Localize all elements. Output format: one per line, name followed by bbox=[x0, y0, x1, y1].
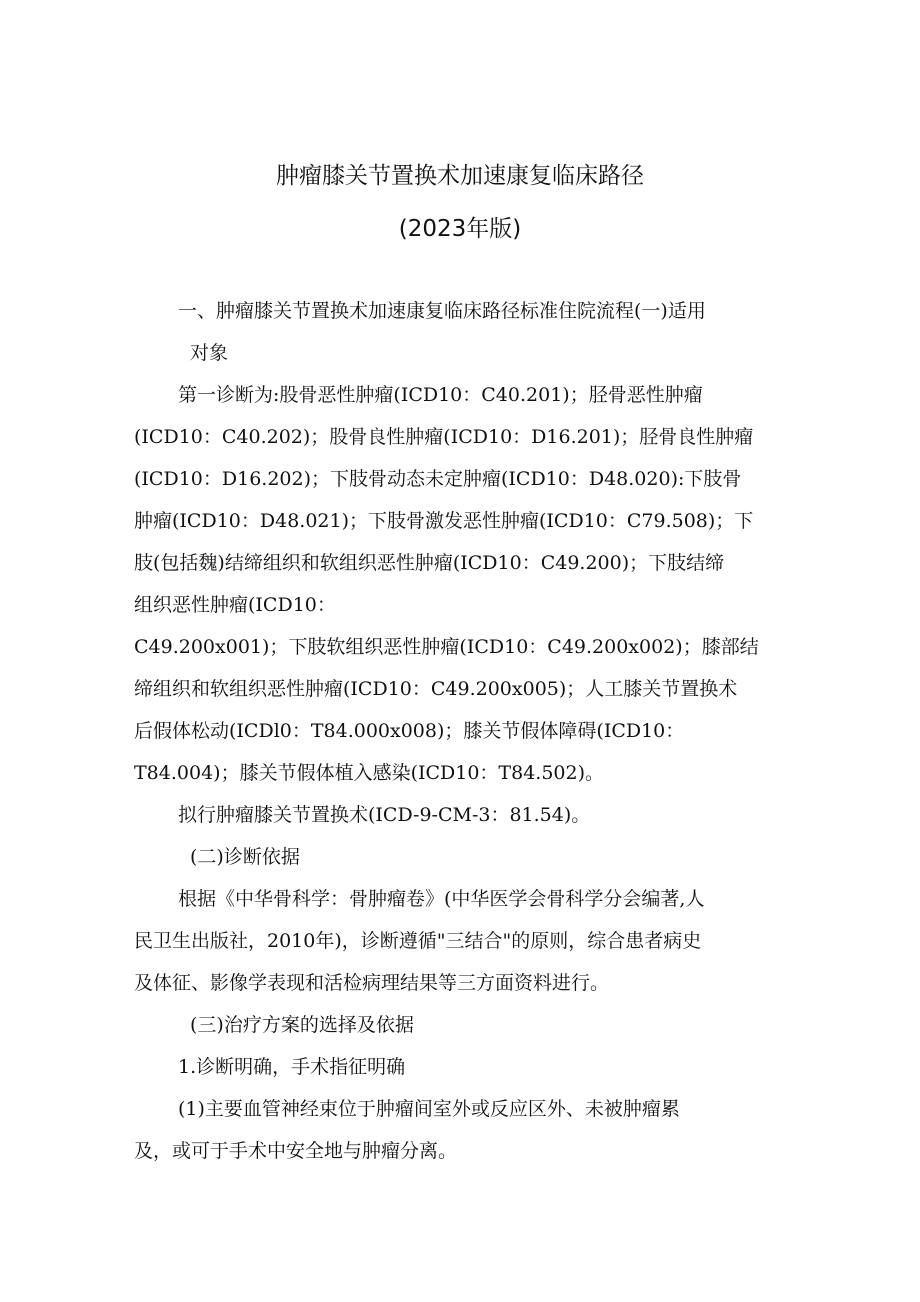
paragraph-line: 及体征、影像学表现和活检病理结果等三方面资料进行。 bbox=[134, 972, 610, 994]
paragraph-line: 根据《中华骨科学：骨肿瘤卷》(中华医学会骨科学分会编著,人 bbox=[178, 888, 705, 910]
section-heading-3: (三)治疗方案的选择及依据 bbox=[190, 1014, 414, 1036]
paragraph-line: 肿瘤(ICD10：D48.021)；下肢骨激发恶性肿瘤(ICD10：C79.508)；下 bbox=[134, 510, 754, 532]
document-edition: (2023年版) bbox=[398, 216, 522, 242]
paragraph-line: 缔组织和软组织恶性肿瘤(ICD10：C49.200x005)；人工膝关节置换术 bbox=[134, 678, 738, 700]
section-heading-1: 一、肿瘤膝关节置换术加速康复临床路径标准住院流程(一)适用 bbox=[178, 300, 706, 322]
paragraph-line: 第一诊断为:股骨恶性肿瘤(ICD10：C40.201)；胫骨恶性肿瘤 bbox=[178, 384, 703, 406]
paragraph-line: 组织恶性肿瘤(ICD10： bbox=[134, 594, 336, 616]
document-title: 肿瘤膝关节置换术加速康复临床路径 bbox=[276, 163, 644, 189]
subsection-heading: 1.诊断明确，手术指征明确 bbox=[178, 1056, 406, 1078]
section-heading-2: (二)诊断依据 bbox=[190, 846, 300, 868]
paragraph-line: C49.200x001)；下肢软组织恶性肿瘤(ICD10：C49.200x002)；膝部结 bbox=[134, 636, 759, 658]
paragraph-line: 肢(包括魏)结缔组织和软组织恶性肿瘤(ICD10：C49.200)；下肢结缔 bbox=[134, 552, 725, 574]
paragraph-line: 拟行肿瘤膝关节置换术(ICD-9-CM-3：81.54)。 bbox=[178, 804, 591, 826]
paragraph-line: (ICD10：C40.202)；股骨良性肿瘤(ICD10：D16.201)；胫骨良性肿瘤 bbox=[134, 426, 754, 448]
paragraph-line: 后假体松动(ICDl0：T84.000x008)；膝关节假体障碍(ICD10： bbox=[134, 720, 685, 742]
section-heading-1-cont: 对象 bbox=[190, 342, 229, 364]
paragraph-line: (ICD10：D16.202)；下肢骨动态未定肿瘤(ICD10：D48.020):下肢骨 bbox=[134, 468, 742, 490]
paragraph-line: T84.004)；膝关节假体植入感染(ICD10：T84.502)。 bbox=[134, 762, 605, 784]
paragraph-line: (1)主要血管神经束位于肿瘤间室外或反应区外、未被肿瘤累 bbox=[178, 1098, 680, 1120]
paragraph-line: 及，或可于手术中安全地与肿瘤分离。 bbox=[134, 1140, 458, 1162]
paragraph-line: 民卫生出版社，2010年)，诊断遵循"三结合"的原则，综合患者病史 bbox=[134, 930, 702, 952]
